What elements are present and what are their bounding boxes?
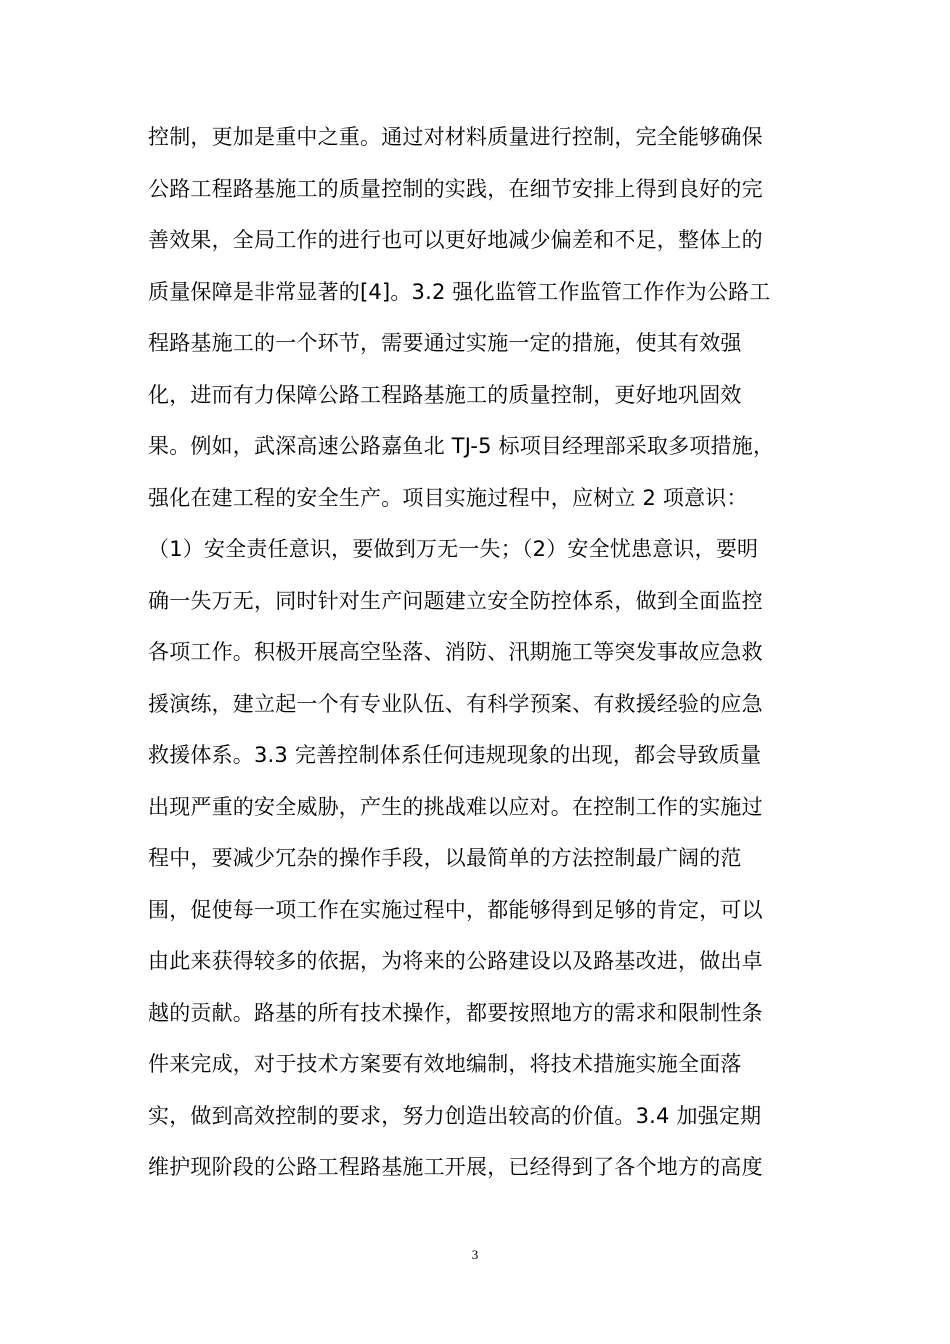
text-line: 各项工作。积极开展高空坠落、消防、汛期施工等突发事故应急救: [148, 640, 763, 664]
text-line: 控制，更加是重中之重。通过对材料质量进行控制，完全能够确保: [148, 125, 763, 149]
text-line: 越的贡献。路基的所有技术操作，都要按照地方的需求和限制性条: [148, 1000, 763, 1025]
text-line: 强化在建工程的安全生产。项目实施过程中，应树立 2 项意识：: [148, 485, 748, 510]
text-line: 援演练，建立起一个有专业队伍、有科学预案、有救援经验的应急: [148, 691, 763, 716]
text-line: 质量保障是非常显著的[4]。3.2 强化监管工作监管工作作为公路工: [148, 279, 771, 304]
text-line: 件来完成，对于技术方案要有效地编制，将技术措施实施全面落: [148, 1052, 742, 1076]
text-line: 维护现阶段的公路工程路基施工开展，已经得到了各个地方的高度: [148, 1155, 763, 1179]
text-line: 程路基施工的一个环节，需要通过实施一定的措施，使其有效强: [148, 331, 742, 355]
text-line: 救援体系。3.3 完善控制体系任何违规现象的出现，都会导致质量: [148, 743, 762, 767]
text-line: 果。例如，武深高速公路嘉鱼北 TJ-5 标项目经理部采取多项措施，: [148, 434, 775, 458]
text-line: 善效果，全局工作的进行也可以更好地减少偏差和不足，整体上的: [148, 228, 763, 252]
text-line: 实，做到高效控制的要求，努力创造出较高的价值。3.4 加强定期: [148, 1103, 762, 1128]
text-line: 围，促使每一项工作在实施过程中，都能够得到足够的肯定，可以: [148, 897, 763, 922]
text-line: 程中，要减少冗杂的操作手段，以最简单的方法控制最广阔的范: [148, 846, 742, 870]
text-line: （1）安全责任意识，要做到万无一失；（2）安全忧患意识，要明: [148, 537, 759, 561]
text-line: 化，进而有力保障公路工程路基施工的质量控制，更好地巩固效: [148, 382, 742, 407]
text-line: 确一失万无，同时针对生产问题建立安全防控体系，做到全面监控: [148, 588, 763, 613]
text-line: 出现严重的安全威胁，产生的挑战难以应对。在控制工作的实施过: [148, 794, 763, 819]
text-line: 公路工程路基施工的质量控制的实践，在细节安排上得到良好的完: [148, 176, 763, 201]
page-number: 3: [471, 1247, 479, 1262]
body-text: [148, 112, 808, 1194]
text-line: 由此来获得较多的依据，为将来的公路建设以及路基改进，做出卓: [148, 949, 763, 973]
